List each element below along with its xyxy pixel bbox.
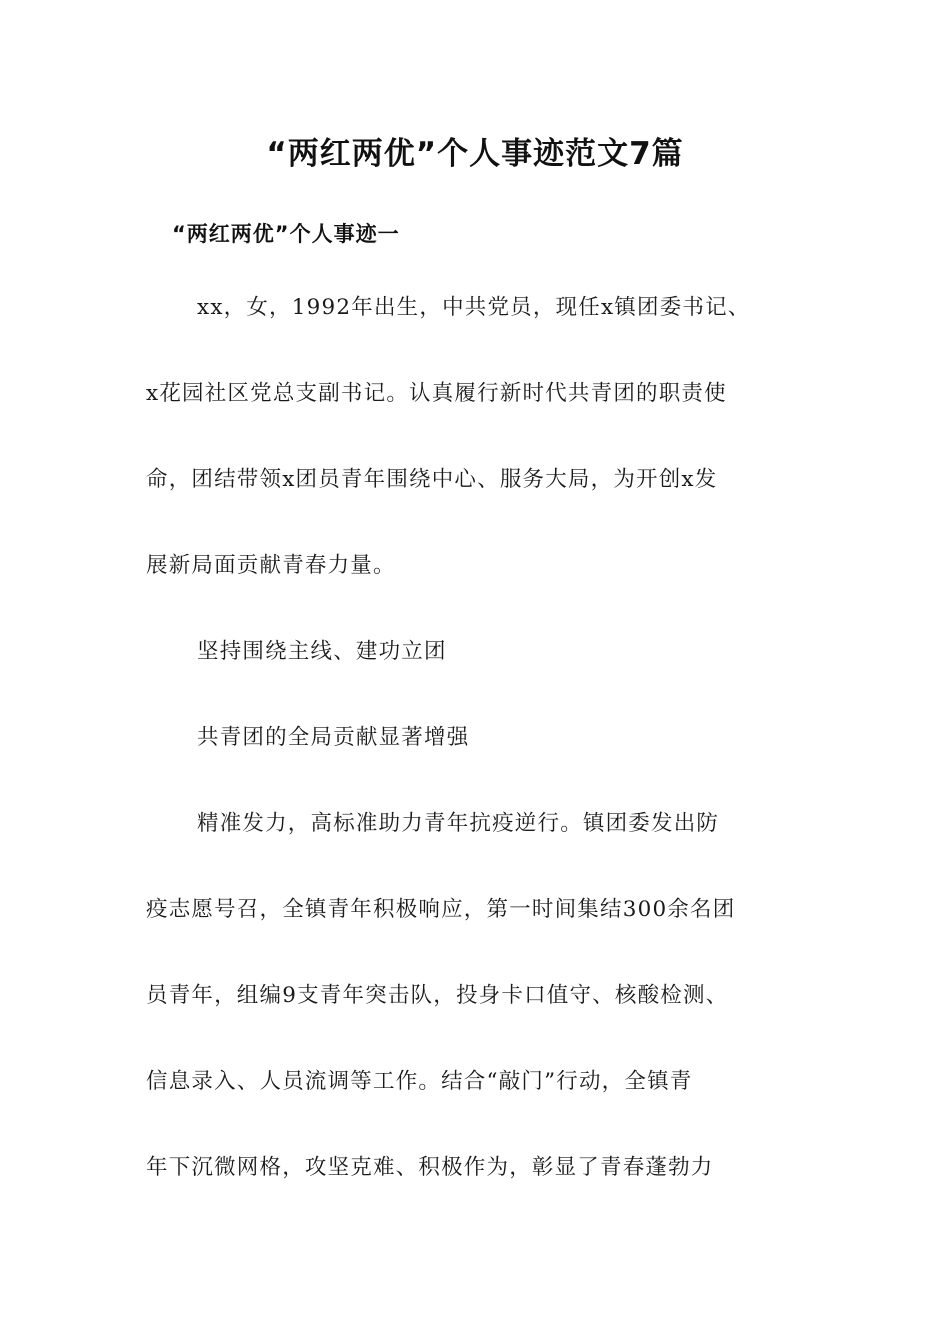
paragraph-line: x花园社区党总支副书记。认真履行新时代共青团的职责使 xyxy=(146,381,727,406)
document-title: “两红两优”个人事迹范文7篇 xyxy=(266,136,684,172)
paragraph-line: 信息录入、人员流调等工作。结合“敲门”行动，全镇青 xyxy=(146,1069,693,1094)
subheading-line: 坚持围绕主线、建功立团 xyxy=(197,639,447,664)
paragraph-line: 疫志愿号召，全镇青年积极响应，第一时间集结300余名团 xyxy=(146,897,736,922)
subheading-line: 共青团的全局贡献显著增强 xyxy=(197,725,470,750)
paragraph-line: 员青年，组编9支青年突击队，投身卡口值守、核酸检测、 xyxy=(146,983,729,1008)
paragraph-line: 年下沉微网格，攻坚克难、积极作为，彰显了青春蓬勃力 xyxy=(146,1155,714,1180)
section-heading: “两红两优”个人事迹一 xyxy=(172,222,400,246)
paragraph-line: 命，团结带领x团员青年围绕中心、服务大局，为开创x发 xyxy=(146,467,718,492)
paragraph-line: xx，女，1992年出生，中共党员，现任x镇团委书记、 xyxy=(197,295,751,320)
paragraph-line: 精准发力，高标准助力青年抗疫逆行。镇团委发出防 xyxy=(197,811,720,836)
paragraph-line: 展新局面贡献青春力量。 xyxy=(146,553,396,578)
